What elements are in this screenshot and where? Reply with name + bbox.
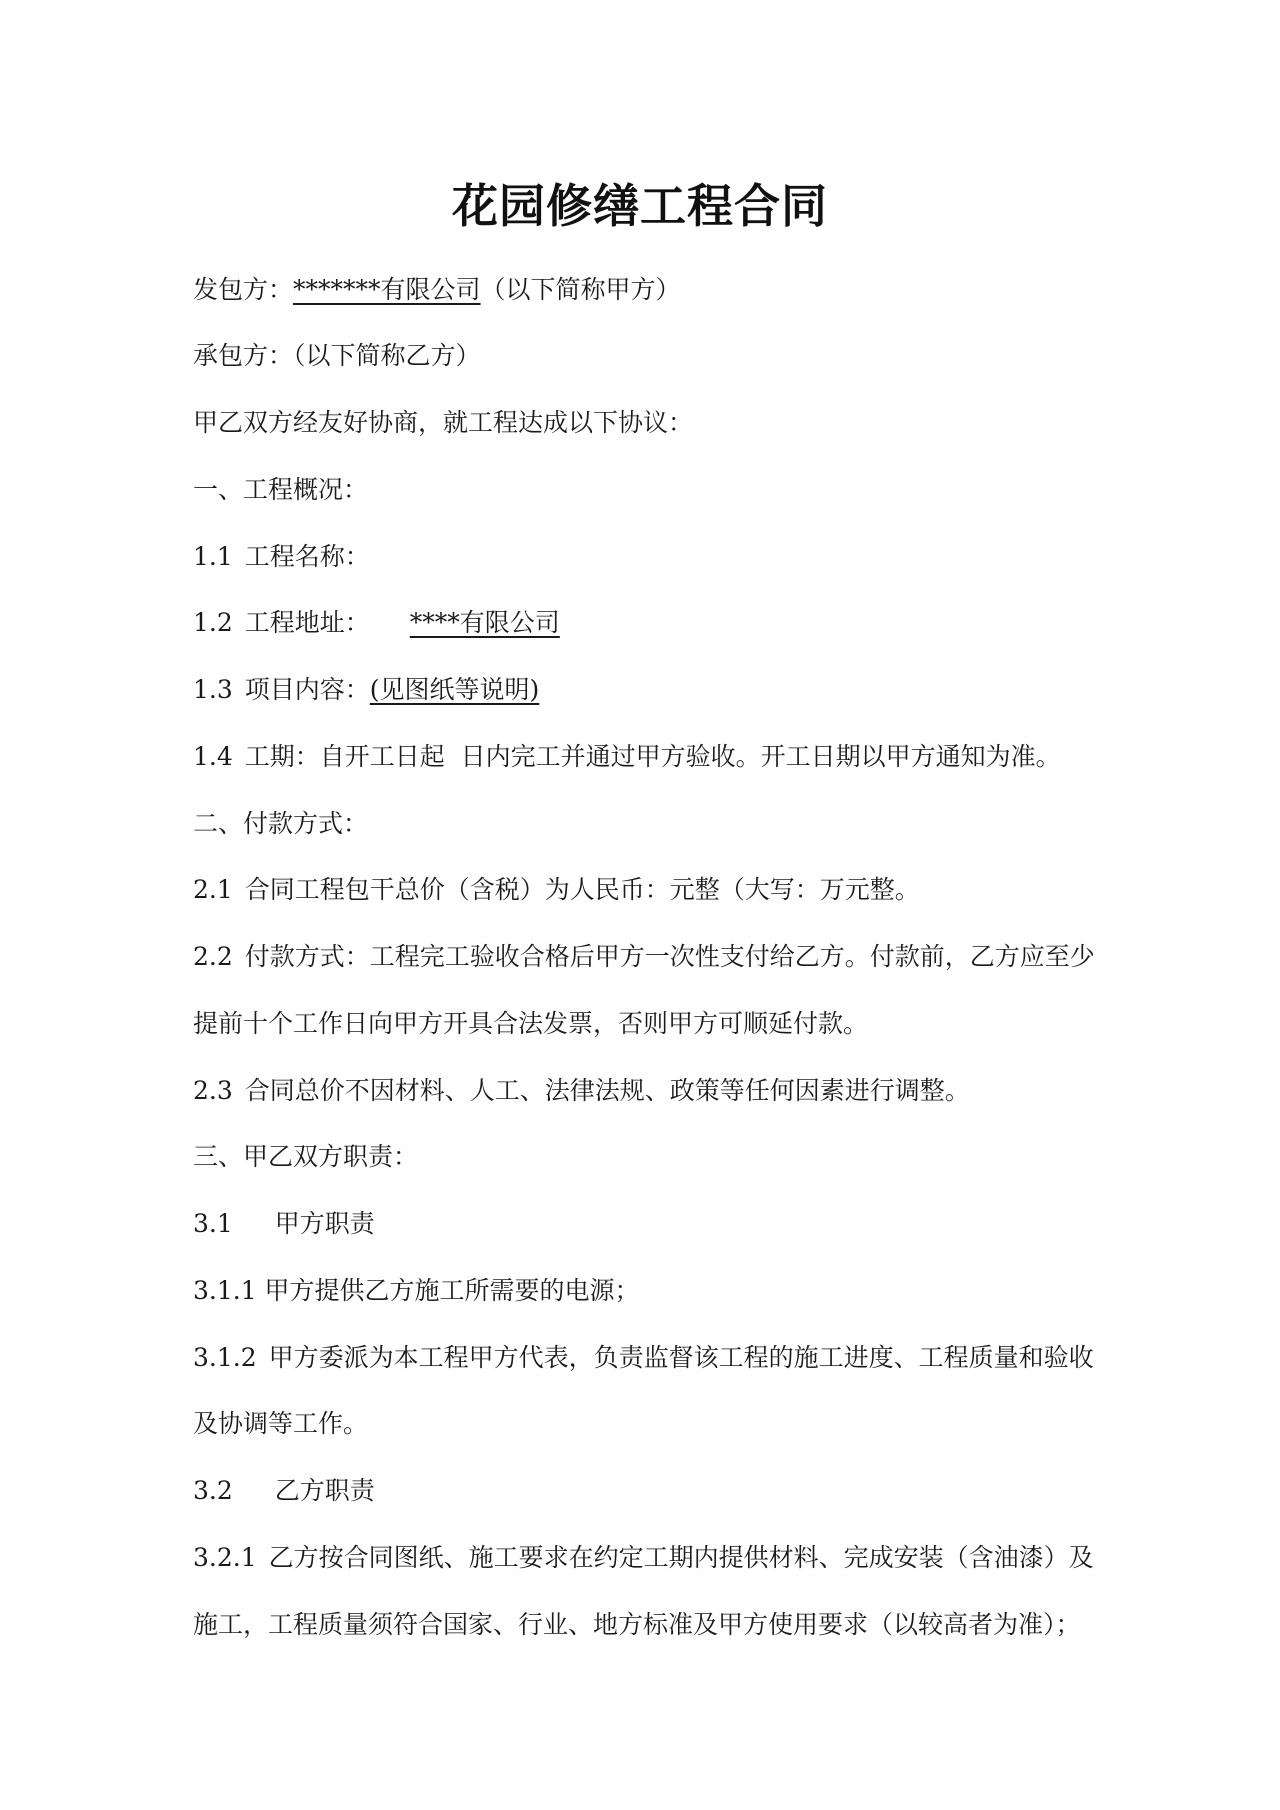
clause-text: 付款方式：工程完工验收合格后甲方一次性支付给乙方。付款前，乙方应至少 xyxy=(244,942,1095,971)
clause-text: 工程名称： xyxy=(244,542,370,571)
clause-1-1 xyxy=(193,537,370,577)
party-b-line xyxy=(193,336,481,376)
clause-2-2 xyxy=(193,937,1095,977)
clause-text: 工期：自开工日起 日内完工并通过甲方验收。开工日期以甲方通知为准。 xyxy=(244,742,1061,771)
clause-3-1-1: 3.1.1 甲方提供乙方施工所需要的电源； xyxy=(193,1276,640,1305)
clause-text: 甲方职责 xyxy=(274,1209,375,1238)
party-b-label: 承包方： xyxy=(193,341,294,370)
clause-3-1-2 xyxy=(193,1338,1094,1378)
clause-3-1-2-continued: 及协调等工作。 xyxy=(193,1409,369,1438)
clause-text: 甲方委派为本工程甲方代表，负责监督该工程的施工进度、工程质量和验收 xyxy=(268,1343,1094,1372)
clause-number: 1.3 xyxy=(193,675,233,704)
clause-3-2-1 xyxy=(193,1538,1094,1578)
clause-text: 合同总价不因材料、人工、法律法规、政策等任何因素进行调整。 xyxy=(244,1076,970,1105)
clause-text: 乙方职责 xyxy=(274,1476,375,1505)
clause-2-3 xyxy=(193,1071,970,1111)
clause-number: 2.1 xyxy=(193,875,233,904)
clause-text: 乙方按合同图纸、施工要求在约定工期内提供材料、完成安装（含油漆）及 xyxy=(268,1543,1094,1572)
party-a-label: 发包方： xyxy=(193,275,294,304)
clause-number: 3.2 xyxy=(193,1476,233,1505)
clause-number: 2.2 xyxy=(193,942,233,971)
clause-1-4 xyxy=(193,737,1061,777)
clause-number: 1.1 xyxy=(193,542,233,571)
clause-text: 合同工程包干总价（含税）为人民币：元整（大写：万元整。 xyxy=(244,875,920,904)
party-a-line xyxy=(193,270,681,310)
party-a-suffix: （以下简称甲方） xyxy=(480,275,681,304)
section3-heading: 三、甲乙双方职责： xyxy=(193,1142,419,1171)
section1-heading: 一、工程概况： xyxy=(193,475,369,504)
clause-number: 1.4 xyxy=(193,742,233,771)
clause-label: 工程地址： xyxy=(244,608,370,637)
clause-label: 项目内容： xyxy=(244,675,370,704)
clause-number: 2.3 xyxy=(193,1076,233,1105)
clause-number: 1.2 xyxy=(193,608,233,637)
document-title: 花园修缮工程合同 xyxy=(452,179,828,233)
clause-number: 3.2.1 xyxy=(193,1543,257,1572)
party-b-suffix: （以下简称乙方） xyxy=(293,341,481,370)
clause-1-2 xyxy=(193,603,560,643)
project-address-value: ****有限公司 xyxy=(409,608,560,637)
section2-heading: 二、付款方式： xyxy=(193,809,369,838)
clause-2-2-continued: 提前十个工作日向甲方开具合法发票，否则甲方可顺延付款。 xyxy=(193,1009,869,1038)
clause-3-2-1-continued: 施工，工程质量须符合国家、行业、地方标准及甲方使用要求（以较高者为准）； xyxy=(193,1610,1081,1639)
party-a-name: *******有限公司 xyxy=(293,275,481,304)
clause-2-1 xyxy=(193,870,920,910)
clause-number: 3.1.2 xyxy=(193,1343,257,1372)
clause-1-3 xyxy=(193,670,539,710)
clause-3-1 xyxy=(193,1204,375,1244)
intro-text: 甲乙双方经友好协商，就工程达成以下协议： xyxy=(193,408,694,437)
clause-number: 3.1 xyxy=(193,1209,233,1238)
project-content-value: (见图纸等说明) xyxy=(369,675,540,704)
clause-3-2 xyxy=(193,1471,375,1511)
